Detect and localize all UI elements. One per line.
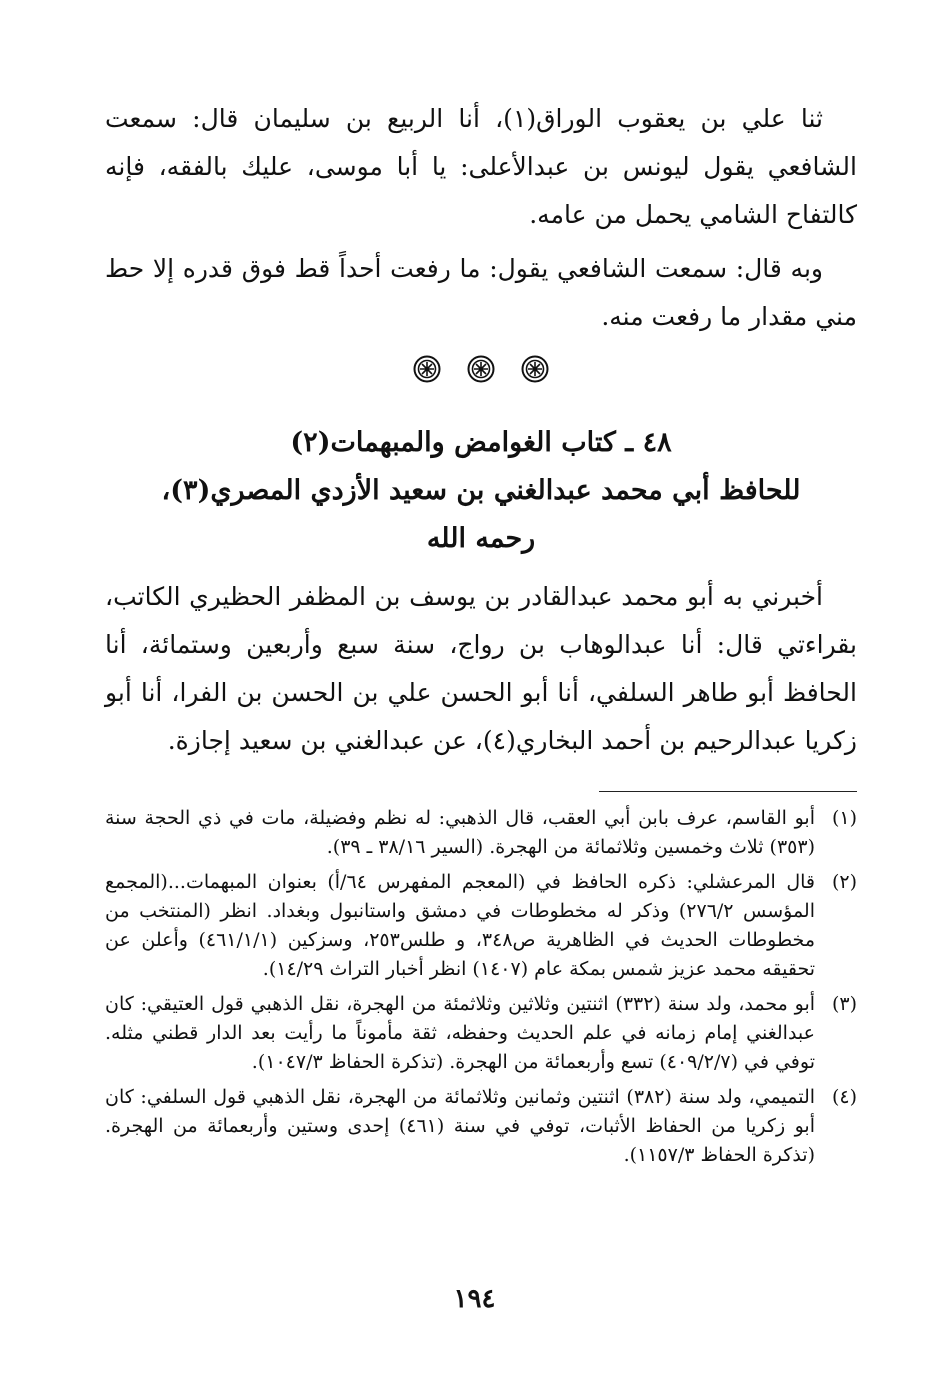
paragraph-2: وبه قال: سمعت الشافعي يقول: ما رفعت أحداً قط فوق قدره إلا حط مني مقدار ما رفعت منه.	[105, 254, 857, 331]
footnote-number: (٢)	[831, 871, 857, 893]
footnote-separator-wrap	[105, 765, 857, 792]
footnote-text: التميمي، ولد سنة (٣٨٢) اثنتين وثمانين وثلاثمائة من الهجرة، نقل الذهبي قول السلفي: كان أبو زكريا من الحفاظ الأثبات، توفي في سنة (٤٦١) إحدى وستين وأربعمائة من الهجرة. (تذكرة الحفاظ ١١٥٧/٣).	[105, 1086, 816, 1166]
chapter-heading	[105, 419, 857, 563]
footnote-number: (٣)	[831, 993, 857, 1015]
footnote	[105, 804, 857, 862]
footnote	[105, 868, 857, 984]
footnote-text: أبو القاسم، عرف بابن أبي العقب، قال الذهبي: له نظم وفضيلة، مات في ذي الحجة سنة (٣٥٣) ثلاث وخمسين وثلاثمائة من الهجرة. (السير ٣٨/١٦ ـ ٣٩).	[105, 807, 815, 858]
heading-line-2: للحافظ أبي محمد عبدالغني بن سعيد الأزدي المصري(٣)،	[161, 475, 801, 506]
paragraph-1: ثنا علي بن يعقوب الوراق(١)، أنا الربيع بن سليمان قال: سمعت الشافعي يقول ليونس بن عبدالأعلى: يا أبا موسى، عليك بالفقه، فإنه كالتفاح الشامي يحمل من عامه.	[105, 104, 857, 229]
ornament-icon	[413, 355, 441, 383]
footnote-number: (١)	[831, 807, 857, 829]
footnote-number: (٤)	[831, 1086, 857, 1108]
page-number: ١٩٤	[453, 1284, 496, 1314]
heading-line-3: رحمه الله	[426, 523, 536, 554]
paragraph-3: أخبرني به أبو محمد عبدالقادر بن يوسف بن المظفر الحظيري الكاتب، بقراءتي قال: أنا عبدالوهاب بن رواج، سنة سبع وأربعين وستمائة، أنا الحافظ أبو طاهر السلفي، أنا أبو الحسن علي بن الحسن بن الفرا، أنا أبو زكريا عبدالرحيم بن أحمد البخاري(٤)، عن عبدالغني بن سعيد إجازة.	[105, 582, 857, 755]
footnotes	[105, 804, 857, 1170]
footnote	[105, 990, 857, 1077]
heading-line-1: ٤٨ ـ كتاب الغوامض والمبهمات(٢)	[290, 427, 672, 458]
footnote-text: قال المرعشلي: ذكره الحافظ في (المعجم المفهرس ٦٤/أ) بعنوان المبهمات...(المجمع المؤسس ٢٧٦/٢) وذكر له مخطوطات في دمشق واستانبول وبغداد. انظر (المنتخب من مخطوطات الحديث في الظاهرية ص٣٤٨، و طلس٢٥٣، وسزكين (٤٦١/١/١) وأعلن عن تحقيقه محمد عزيز شمس بمكة عام (١٤٠٧) انظر أخبار التراث ١٤/٢٩).	[105, 871, 815, 980]
footnote-text: أبو محمد، ولد سنة (٣٣٢) اثنتين وثلاثين وثلاثمئة من الهجرة، نقل الذهبي قول العتيقي: كان عبدالغني إمام زمانه في علم الحديث وحفظه، ثقة مأموناً ما رأيت بعد الدار قطني مثله. توفي في (٤٠٩/٢/٧) تسع وأربعمائة من الهجرة. (تذكرة الحفاظ ١٠٤٧/٣).	[105, 993, 816, 1073]
ornament-icon	[521, 355, 549, 383]
page-content	[105, 95, 857, 1176]
section-ornaments	[105, 349, 857, 389]
ornament-icon	[467, 355, 495, 383]
footnote	[105, 1083, 857, 1170]
footnote-separator	[599, 791, 857, 792]
